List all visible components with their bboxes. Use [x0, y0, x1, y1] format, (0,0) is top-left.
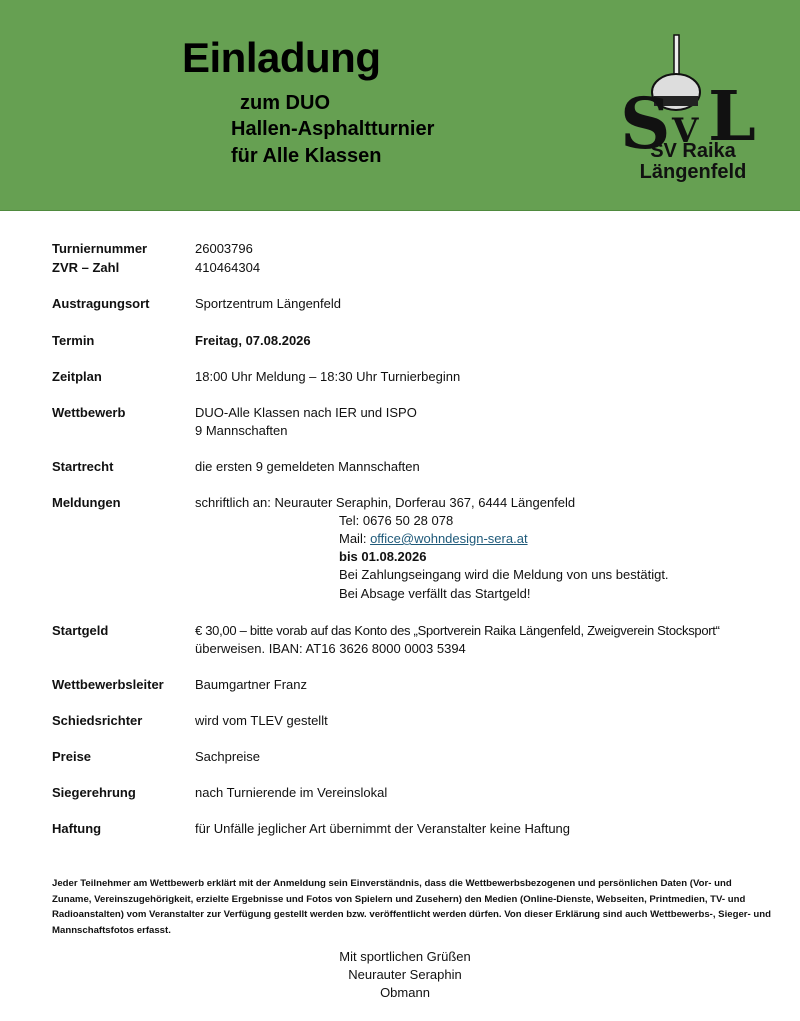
detail-value: 18:00 Uhr Meldung – 18:30 Uhr Turnierbeginn [195, 369, 461, 384]
detail-value: € 30,00 – bitte vorab auf das Konto des „Sportverein Raika Längenfeld, Zweigverein Stocksport“ [195, 623, 720, 638]
detail-value: Baumgartner Franz [195, 677, 307, 692]
logo-name-line: Längenfeld [639, 161, 747, 183]
closing-greeting: Mit sportlichen Grüßen [339, 949, 471, 964]
detail-label: Preise [52, 749, 92, 764]
detail-label: Startrecht [52, 459, 114, 474]
detail-value: die ersten 9 gemeldeten Mannschaften [195, 459, 420, 474]
detail-value: überweisen. IBAN: AT16 3626 8000 0003 5394 [195, 641, 466, 656]
logo-name-line: SV Raika [650, 140, 736, 162]
detail-value: schriftlich an: Neurauter Seraphin, Dorferau 367, 6444 Längenfeld [195, 495, 576, 510]
mail-line [339, 530, 528, 548]
signature-name: Neurauter Seraphin [348, 967, 462, 982]
svg-text:V: V [672, 111, 699, 151]
detail-label: Termin [52, 333, 95, 348]
detail-label: Austragungsort [52, 296, 150, 311]
detail-label: Siegerehrung [52, 785, 136, 800]
page-title: Einladung [182, 34, 381, 81]
detail-value: 9 Mannschaften [195, 423, 288, 438]
detail-value: nach Turnierende im Vereinslokal [195, 785, 388, 800]
email-link[interactable]: office@wohndesign-sera.at [370, 531, 528, 546]
detail-value: Freitag, 07.08.2026 [195, 333, 311, 348]
note-text: Bei Zahlungseingang wird die Meldung von uns bestätigt. [339, 567, 669, 582]
privacy-disclaimer: Jeder Teilnehmer am Wettbewerb erklärt mit der Anmeldung sein Einverständnis, dass die Wettbewerbsbezogenen und persönlichen Daten (Vor- und Zuname, Vereinszugehörigkeit, erzielte Ergebnisse und Fotos von Spielern und Zusehern) den Medien (Online-Dienste, Webseiten, Printmedien, TV- und Radioanstalten) vom Veranstalter zur Verfügung gestellt werden bzw. veröffentlicht werden dürfen. Von dieser Erklärung sind auch Wettbewerbs-, Sieger- und Mannschaftsfotos erfasst. [52, 878, 771, 936]
svg-text:L: L [708, 77, 756, 157]
detail-label: Haftung [52, 821, 102, 836]
mail-prefix: Mail: [339, 531, 371, 546]
phone-text: Tel: 0676 50 28 078 [339, 513, 454, 528]
detail-label: Startgeld [52, 623, 109, 638]
detail-label: Turniernummer [52, 241, 148, 256]
subtitle-line: Hallen-Asphaltturnier [231, 118, 435, 140]
signature-title: Obmann [380, 985, 430, 1000]
subtitle-line: für Alle Klassen [231, 145, 382, 167]
detail-label: Wettbewerb [52, 405, 126, 420]
deadline-text: bis 01.08.2026 [339, 549, 427, 564]
note-text: Bei Absage verfällt das Startgeld! [339, 586, 531, 601]
detail-label: Schiedsrichter [52, 713, 143, 728]
detail-value: wird vom TLEV gestellt [195, 713, 328, 728]
subtitle-line: zum DUO [240, 92, 330, 114]
detail-value: 410464304 [195, 260, 261, 275]
detail-value: für Unfälle jeglicher Art übernimmt der Veranstalter keine Haftung [195, 821, 571, 836]
detail-value: DUO-Alle Klassen nach IER und ISPO [195, 405, 417, 420]
detail-value: 26003796 [195, 241, 253, 256]
header-banner [0, 0, 800, 211]
detail-label: Wettbewerbsleiter [52, 677, 164, 692]
detail-label: Zeitplan [52, 369, 102, 384]
detail-value: Sachpreise [195, 749, 261, 764]
detail-value: Sportzentrum Längenfeld [195, 296, 341, 311]
detail-label: ZVR – Zahl [52, 260, 120, 275]
svg-text:S: S [620, 82, 671, 165]
detail-label: Meldungen [52, 495, 121, 510]
